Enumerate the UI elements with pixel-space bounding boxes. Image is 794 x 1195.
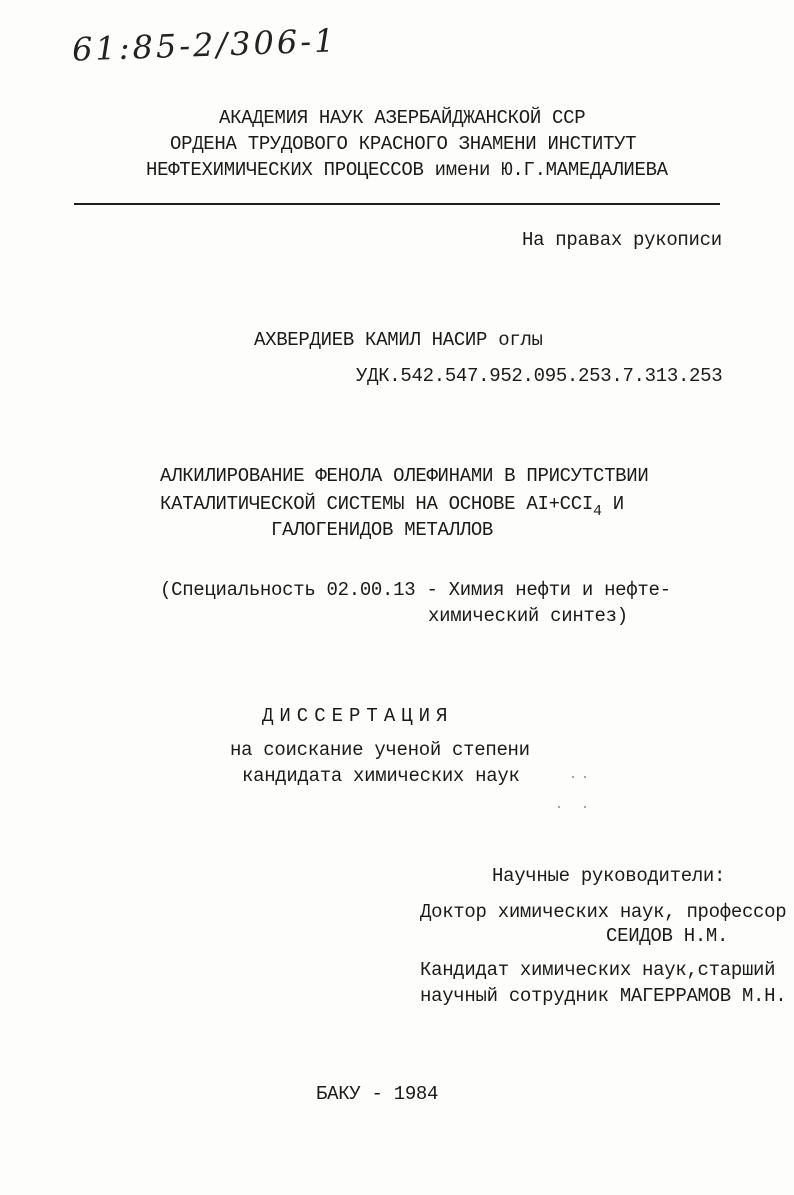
title-subscript: 4 <box>592 503 602 520</box>
manuscript-rights-note: На правах рукописи <box>522 229 722 251</box>
degree-line-1: на соискание ученой степени <box>230 739 530 761</box>
author-name: АХВЕРДИЕВ КАМИЛ НАСИР оглы <box>254 329 543 351</box>
scan-speck <box>558 806 560 808</box>
dissertation-heading: ДИССЕРТАЦИЯ <box>262 705 454 727</box>
header-divider <box>74 203 720 205</box>
header-line-1: АКАДЕМИЯ НАУК АЗЕРБАЙДЖАНСКОЙ ССР <box>219 107 586 129</box>
scan-speck <box>572 776 574 778</box>
supervisor-1-title: Доктор химических наук, профессор <box>420 901 787 923</box>
header-line-3: НЕФТЕХИМИЧЕСКИХ ПРОЦЕССОВ имени Ю.Г.МАМЕДАЛИЕВА <box>146 159 668 181</box>
header-line-2: ОРДЕНА ТРУДОВОГО КРАСНОГО ЗНАМЕНИ ИНСТИТУТ <box>170 133 637 155</box>
specialty-line-2: химический синтез) <box>428 605 628 627</box>
title-line-2-text: КАТАЛИТИЧЕСКОЙ СИСТЕМЫ НА ОСНОВЕ AI+CCI <box>160 493 593 515</box>
degree-line-2: кандидата химических наук <box>242 765 520 787</box>
supervisors-heading: Научные руководители: <box>492 865 726 887</box>
archive-code-handwritten: 61:85-2/306-1 <box>71 21 339 69</box>
place-and-year: БАКУ - 1984 <box>316 1083 439 1105</box>
specialty-line-1: (Специальность 02.00.13 - Химия нефти и нефте- <box>160 579 671 601</box>
supervisor-1-name: СЕИДОВ Н.М. <box>606 925 729 947</box>
supervisor-2-title: Кандидат химических наук,старший <box>420 959 776 981</box>
title-line-1: АЛКИЛИРОВАНИЕ ФЕНОЛА ОЛЕФИНАМИ В ПРИСУТСТВИИ <box>160 465 649 487</box>
udc-code: УДК.542.547.952.095.253.7.313.253 <box>356 365 723 387</box>
scan-speck <box>584 806 586 808</box>
title-line-2-suffix: И <box>601 493 624 515</box>
scan-speck <box>584 776 586 778</box>
title-line-3: ГАЛОГЕНИДОВ МЕТАЛЛОВ <box>271 519 494 541</box>
supervisor-2-name: научный сотрудник МАГЕРРАМОВ М.Н. <box>420 985 787 1007</box>
title-line-2 <box>160 492 624 518</box>
